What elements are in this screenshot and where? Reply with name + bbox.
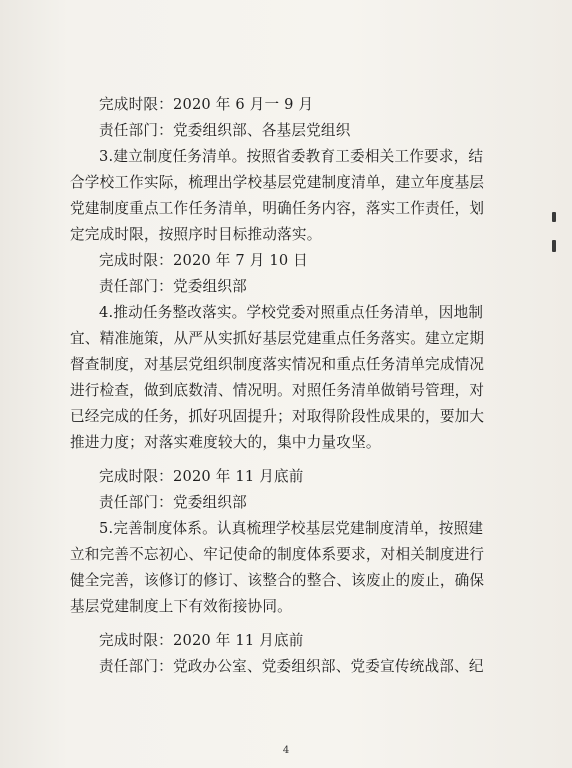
deadline-line: 完成时限：2020 年 11 月底前 bbox=[99, 632, 304, 649]
paragraph-line: 基层党建制度上下有效衔接协同。 bbox=[70, 598, 292, 615]
paragraph-line: 4.推动任务整改落实。学校党委对照重点任务清单，因地制 bbox=[99, 304, 484, 321]
deadline-line: 完成时限：2020 年 11 月底前 bbox=[99, 468, 304, 485]
paragraph-line: 5.完善制度体系。认真梳理学校基层党建制度清单，按照建 bbox=[99, 520, 484, 537]
deadline-line: 完成时限：2020 年 7 月 10 日 bbox=[99, 252, 308, 269]
paragraph-line: 党建制度重点工作任务清单，明确任务内容，落实工作责任，划 bbox=[70, 200, 485, 217]
responsible-dept-line: 责任部门：党政办公室、党委组织部、党委宣传统战部、纪 bbox=[99, 658, 484, 675]
binding-hole-mark bbox=[552, 240, 556, 252]
paragraph-line: 已经完成的任务，抓好巩固提升；对取得阶段性成果的，要加大 bbox=[70, 408, 485, 425]
responsible-dept-line: 责任部门：党委组织部 bbox=[99, 278, 247, 295]
paragraph-line: 定完成时限，按照序时目标推动落实。 bbox=[70, 226, 322, 243]
deadline-line: 完成时限：2020 年 6 月一 9 月 bbox=[99, 96, 314, 113]
paragraph-line: 健全完善，该修订的修订、该整合的整合、该废止的废止，确保 bbox=[70, 572, 485, 589]
paragraph-line: 推进力度；对落实难度较大的，集中力量攻坚。 bbox=[70, 434, 381, 451]
page-number: 4 bbox=[282, 745, 290, 756]
paragraph-line: 宜、精准施策，从严从实抓好基层党建重点任务落实。建立定期 bbox=[70, 330, 485, 347]
paragraph-line: 3.建立制度任务清单。按照省委教育工委相关工作要求，结 bbox=[99, 148, 484, 165]
paragraph-line: 合学校工作实际，梳理出学校基层党建制度清单，建立年度基层 bbox=[70, 174, 485, 191]
paragraph-line: 进行检查，做到底数清、情况明。对照任务清单做销号管理，对 bbox=[70, 382, 485, 399]
binding-hole-mark bbox=[552, 212, 556, 222]
responsible-dept-line: 责任部门：党委组织部 bbox=[99, 494, 247, 511]
paragraph-line: 立和完善不忘初心、牢记使命的制度体系要求，对相关制度进行 bbox=[70, 546, 485, 563]
paragraph-line: 督查制度，对基层党组织制度落实情况和重点任务清单完成情况 bbox=[70, 356, 485, 373]
responsible-dept-line: 责任部门：党委组织部、各基层党组织 bbox=[99, 122, 351, 139]
